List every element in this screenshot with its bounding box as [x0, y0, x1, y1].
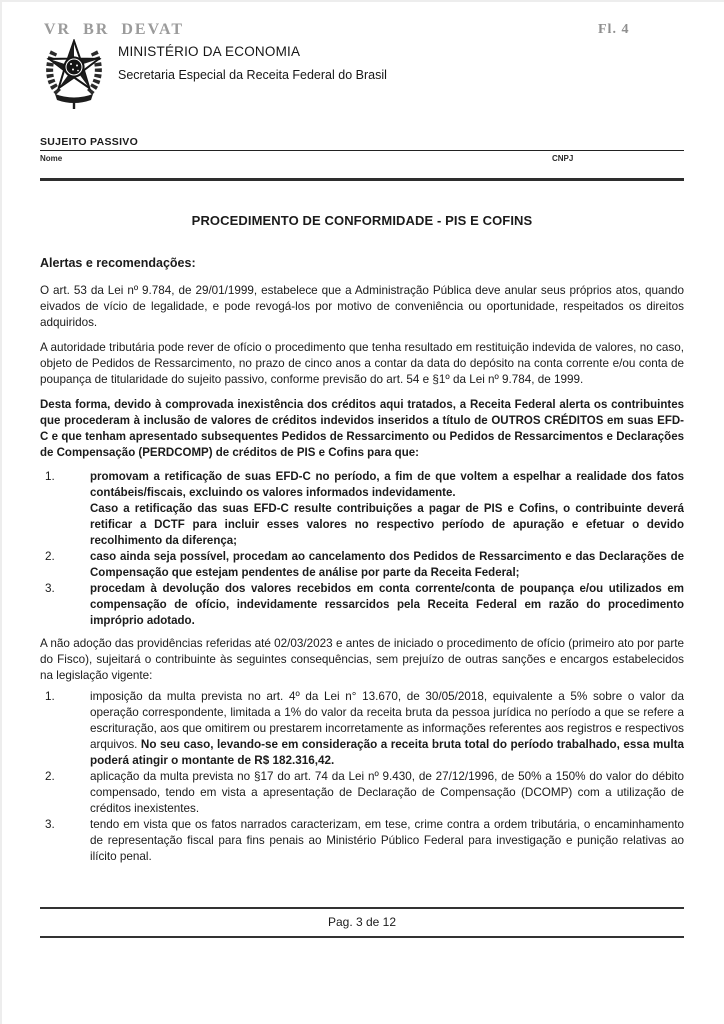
document-title: PROCEDIMENTO DE CONFORMIDADE - PIS E COFINS: [191, 213, 533, 228]
list-item: [40, 581, 684, 629]
paragraph-consequences-intro: A não adoção das providências referidas até 02/03/2023 e antes de iniciado o procedimento de ofício (primeiro ato por parte do Fisco), sujeitará o contribuinte às seguintes consequências, sem prejuízo de outras sanções e encargos estabelecidos na legislação vigente:: [40, 637, 684, 682]
list-item: [40, 817, 684, 865]
list-item-text-line: Caso a retificação das suas EFD-C resulte contribuições a pagar de PIS e Cofins, o contribuinte deverá retificar a DCTF para incluir esses valores no respectivo período de apuração e efetuar o devido recolhimento da diferença;: [90, 503, 684, 547]
consequences-list: [40, 689, 684, 865]
list-item: [40, 769, 684, 817]
list-item-number: 2.: [45, 770, 55, 783]
list-item: [40, 469, 684, 549]
list-item-text: [90, 689, 684, 769]
list-item-number: 3.: [45, 582, 55, 595]
brazil-coat-of-arms-icon: [45, 39, 103, 116]
cnpj-field-label: CNPJ: [552, 154, 574, 163]
recommendations-list: [40, 469, 684, 629]
list-item-number: 1.: [45, 470, 55, 483]
list-item-regular-text: imposição da multa prevista no art. 4º da Lei n° 13.670, de 30/05/2018, equivalente a 5% sobre o valor da operação correspondente, limitada a 1% do valor da receita bruta da pessoa jurídica no período a que se refere a escrituração, aos que omitirem ou prestarem incorretamente as informações referentes aos registros e respectivos arquivos.: [90, 690, 684, 751]
list-item-number: 2.: [45, 550, 55, 563]
list-item-text: procedam à devolução dos valores recebidos em conta corrente/conta de poupança e/ou utilizados em compensação de ofício, indevidamente ressarcidos pela Receita Federal em razão do procedimento impróprio adotado.: [90, 583, 684, 627]
list-item-text: [90, 469, 684, 549]
list-item-number: 3.: [45, 818, 55, 831]
list-item-bold-text: No seu caso, levando-se em consideração a receita bruta total do período trabalhado, essa multa poderá atingir o montante de R$ 182.316,42.: [90, 738, 684, 767]
ministry-header: [118, 44, 387, 82]
paragraph-review-authority: A autoridade tributária pode rever de ofício o procedimento que tenha resultado em restituição indevida de valores, no caso, objeto de Pedidos de Ressarcimento, no prazo de cinco anos a contar da data do depósito na conta corrente e/ou conta de poupança de titularidade do sujeito passivo, conforme previsão do art. 54 e §1º da Lei nº 9.784, de 1999.: [40, 341, 684, 386]
page-number: Pag. 3 de 12: [327, 915, 397, 929]
watermark-stamp: VR BR DEVAT: [44, 21, 185, 38]
name-field-label: Nome: [40, 154, 63, 163]
subject-section-label: SUJEITO PASSIVO: [40, 136, 684, 151]
list-item-number: 1.: [45, 690, 55, 703]
secretariat-name: Secretaria Especial da Receita Federal do Brasil: [118, 68, 387, 82]
list-item: [40, 689, 684, 769]
paragraph-law-9784-art53: O art. 53 da Lei nº 9.784, de 29/01/1999, estabelece que a Administração Pública deve anular seus próprios atos, quando eivados de vício de legalidade, e pode revogá-los por motivo de conveniência ou oportunidade, respeitados os direitos adquiridos.: [40, 284, 684, 329]
ministry-name: MINISTÉRIO DA ECONOMIA: [118, 44, 301, 59]
page-footer: [40, 907, 684, 938]
list-item-text: aplicação da multa prevista no §17 do art. 74 da Lei nº 9.430, de 27/12/1996, de 50% a 150% do valor do débito compensado, tendo em vista a apresentação de Declaração de Compensação (DCOMP) com a utilização de créditos inexistentes.: [90, 770, 684, 815]
paragraph-alert-bold: Desta forma, devido à comprovada inexistência dos créditos aqui tratados, a Receita Federal alerta os contribuintes que procederam à inclusão de valores de créditos indevidos inseridos a título de OUTROS CRÉDITOS em suas EFD-C e que tenham apresentado subsequentes Pedidos de Ressarcimento ou Pedidos de Ressarcimentos e Declarações de Compensação (PERDCOMP) de créditos de PIS e Cofins para que:: [40, 399, 684, 459]
list-item: [40, 549, 684, 581]
document-body: [40, 136, 684, 906]
folio-number: Fl. 4: [598, 22, 630, 37]
section-divider: [40, 178, 684, 181]
list-item-text: tendo em vista que os fatos narrados caracterizam, em tese, crime contra a ordem tributária, o encaminhamento de representação fiscal para fins penais ao Ministério Público Federal para investigação e punição relativas ao ilícito penal.: [90, 818, 684, 863]
alerts-heading: Alertas e recomendações:: [40, 256, 196, 270]
list-item-text-line: promovam a retificação de suas EFD-C no período, a fim de que voltem a espelhar a realidade dos fatos contábeis/fiscais, excluindo os valores informados indevidamente.: [90, 471, 684, 499]
list-item-text: caso ainda seja possível, procedam ao cancelamento dos Pedidos de Ressarcimento e das Declarações de Compensação que estejam pendentes de análise por parte da Receita Federal;: [90, 551, 684, 579]
subject-field-labels: [40, 154, 684, 164]
